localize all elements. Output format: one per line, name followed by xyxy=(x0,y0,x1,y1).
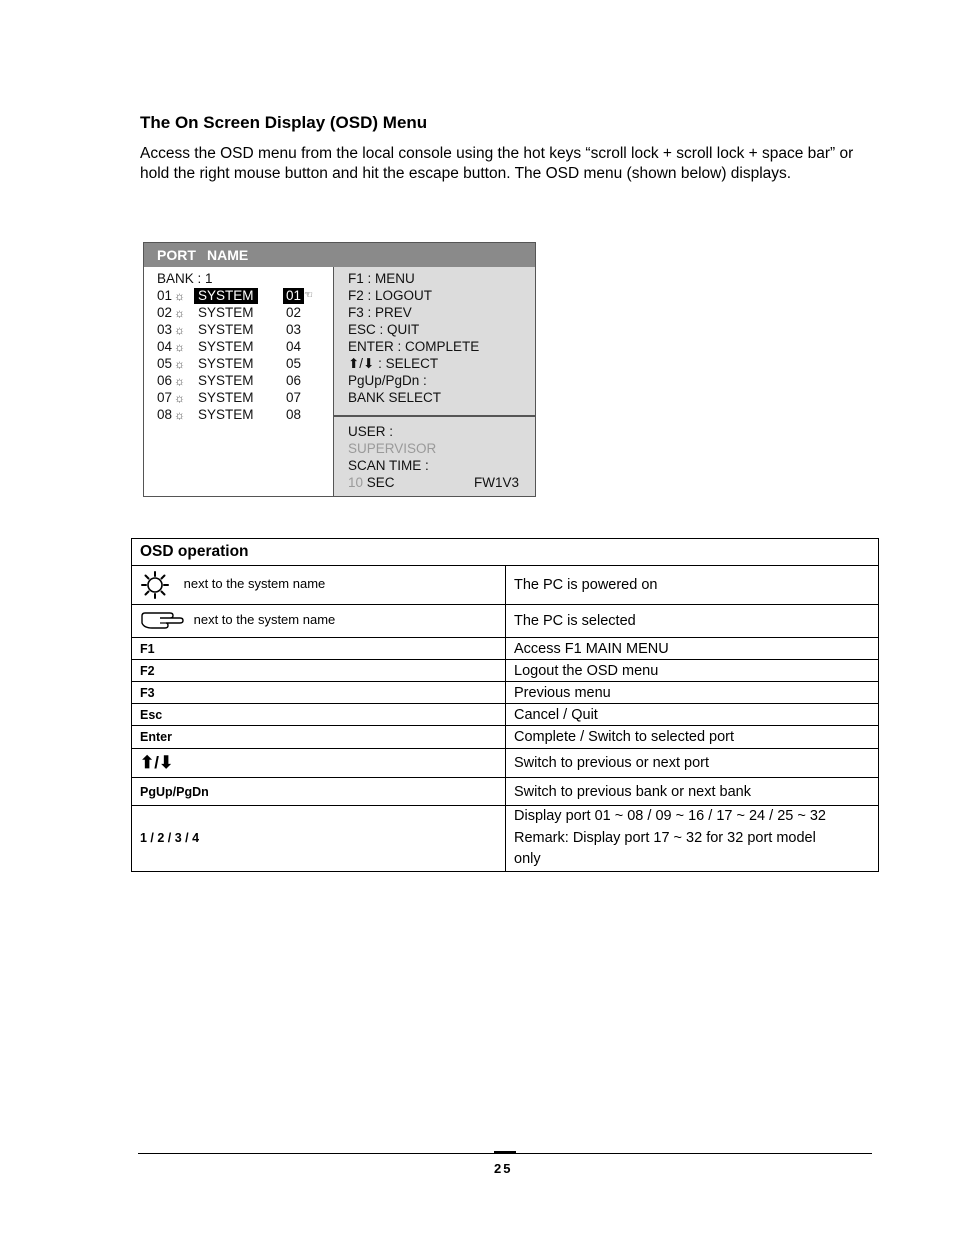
osd-header-name: NAME xyxy=(207,247,249,263)
osd-help-line: PgUp/PgDn : xyxy=(348,373,427,388)
osd-header xyxy=(144,243,535,267)
osd-row-number: 01 xyxy=(157,288,173,303)
desc-line: Display port 01 ~ 08 / 09 ~ 16 / 17 ~ 24 / 25 ~ 32 xyxy=(514,808,826,824)
osd-row-port: 04 xyxy=(286,339,302,354)
osd-port-row[interactable] xyxy=(144,288,333,304)
table-key-cell: Enter xyxy=(132,726,506,749)
osd-port-row[interactable] xyxy=(144,339,333,355)
sun-icon: ☼ xyxy=(174,357,185,371)
osd-help-panel xyxy=(334,267,535,496)
osd-row-name: SYSTEM xyxy=(198,407,254,422)
table-key-cell: F3 xyxy=(132,682,506,704)
osd-row-port: 07 xyxy=(286,390,302,405)
osd-row-port: 03 xyxy=(286,322,302,337)
osd-row-port: 05 xyxy=(286,356,302,371)
osd-row-name: SYSTEM xyxy=(198,356,254,371)
osd-divider xyxy=(334,415,535,417)
sun-icon: ☼ xyxy=(174,323,185,337)
pointing-hand-icon: ☜ xyxy=(304,290,313,301)
table-key-cell xyxy=(132,566,506,605)
table-row xyxy=(132,638,879,660)
osd-row-port: 08 xyxy=(286,407,302,422)
table-row xyxy=(132,778,879,806)
table-row xyxy=(132,566,879,605)
osd-header-port: PORT xyxy=(157,247,196,263)
intro-paragraph: Access the OSD menu from the local console using the hot keys “scroll lock + scroll lock + space bar” or hold the right mouse button and hit the escape button. The OSD menu (shown below) displays. xyxy=(140,145,854,182)
footer-tick xyxy=(494,1151,516,1153)
osd-help-line: ESC : QUIT xyxy=(348,322,420,337)
table-row xyxy=(132,660,879,682)
osd-user-label: USER : xyxy=(348,424,394,439)
desc-line: Remark: Display port 17 ~ 32 for 32 port model xyxy=(514,829,816,846)
table-desc-cell: Switch to previous bank or next bank xyxy=(506,778,879,806)
osd-row-number: 07 xyxy=(157,390,173,405)
osd-port-row[interactable] xyxy=(144,305,333,321)
osd-row-name: SYSTEM xyxy=(194,288,258,304)
osd-port-list xyxy=(144,267,334,496)
osd-help-line: F1 : MENU xyxy=(348,271,415,286)
osd-bank-label: BANK : 1 xyxy=(157,271,213,286)
osd-row-name: SYSTEM xyxy=(198,339,254,354)
table-key-cell: PgUp/PgDn xyxy=(132,778,506,806)
osd-row-name: SYSTEM xyxy=(198,322,254,337)
table-key-cell: Esc xyxy=(132,704,506,726)
sun-icon xyxy=(140,570,170,600)
pointing-hand-icon xyxy=(140,610,186,632)
osd-scan-unit: SEC xyxy=(366,475,395,490)
table-title-row xyxy=(132,539,879,566)
sun-icon: ☼ xyxy=(174,374,185,388)
osd-scan-value xyxy=(348,475,395,491)
osd-scan-label: SCAN TIME : xyxy=(348,458,429,473)
table-row xyxy=(132,704,879,726)
table-key-cell xyxy=(132,605,506,638)
table-desc-cell: Access F1 MAIN MENU xyxy=(506,638,879,660)
table-row xyxy=(132,806,879,872)
osd-firmware: FW1V3 xyxy=(474,475,520,490)
osd-user-value: SUPERVISOR xyxy=(348,441,437,456)
osd-help-line: BANK SELECT xyxy=(348,390,442,405)
table-row xyxy=(132,726,879,749)
osd-row-number: 03 xyxy=(157,322,173,337)
osd-operation-table xyxy=(131,538,879,872)
osd-row-port: 06 xyxy=(286,373,302,388)
table-desc-cell: Cancel / Quit xyxy=(506,704,879,726)
sun-icon: ☼ xyxy=(174,391,185,405)
osd-row-port: 01 xyxy=(283,288,304,304)
table-desc-cell xyxy=(506,806,879,872)
sun-icon-caption: next to the system name xyxy=(183,576,326,592)
table-key-cell: F2 xyxy=(132,660,506,682)
table-title: OSD operation xyxy=(132,539,879,566)
osd-scan-number: 10 xyxy=(348,475,364,490)
osd-row-number: 06 xyxy=(157,373,173,388)
sun-icon: ☼ xyxy=(174,289,185,303)
sun-icon: ☼ xyxy=(174,306,185,320)
osd-port-row[interactable] xyxy=(144,407,333,423)
osd-help-line: F2 : LOGOUT xyxy=(348,288,433,303)
osd-menu-screenshot xyxy=(143,242,536,497)
arrow-keys-cell: ⬆/⬇ xyxy=(132,749,506,778)
osd-port-row[interactable] xyxy=(144,322,333,338)
table-key-cell: 1 / 2 / 3 / 4 xyxy=(132,806,506,872)
hand-icon-caption: next to the system name xyxy=(193,612,336,628)
osd-row-name: SYSTEM xyxy=(198,390,254,405)
osd-port-row[interactable] xyxy=(144,390,333,406)
table-row xyxy=(132,605,879,638)
page-number: 25 xyxy=(494,1161,513,1176)
osd-row-name: SYSTEM xyxy=(198,305,254,320)
osd-port-row[interactable] xyxy=(144,373,333,389)
table-row xyxy=(132,749,879,778)
table-desc-cell: Previous menu xyxy=(506,682,879,704)
table-desc-cell: Complete / Switch to selected port xyxy=(506,726,879,749)
desc-line: only xyxy=(514,851,541,867)
sun-icon: ☼ xyxy=(174,408,185,422)
osd-row-number: 02 xyxy=(157,305,173,320)
table-desc-cell: Logout the OSD menu xyxy=(506,660,879,682)
osd-help-line: F3 : PREV xyxy=(348,305,412,320)
sun-icon: ☼ xyxy=(174,340,185,354)
osd-help-line: ⬆/⬇ : SELECT xyxy=(348,356,439,371)
table-key-cell: F1 xyxy=(132,638,506,660)
osd-port-row[interactable] xyxy=(144,356,333,372)
osd-row-port: 02 xyxy=(286,305,302,320)
osd-row-number: 08 xyxy=(157,407,173,422)
table-desc-cell: Switch to previous or next port xyxy=(506,749,879,778)
osd-help-line: ENTER : COMPLETE xyxy=(348,339,480,354)
osd-row-number: 05 xyxy=(157,356,173,371)
table-desc-cell: The PC is powered on xyxy=(506,566,879,605)
section-heading: The On Screen Display (OSD) Menu xyxy=(140,113,428,132)
table-desc-cell: The PC is selected xyxy=(506,605,879,638)
osd-row-name: SYSTEM xyxy=(198,373,254,388)
table-row xyxy=(132,682,879,704)
footer-rule xyxy=(138,1153,872,1154)
osd-row-number: 04 xyxy=(157,339,173,354)
